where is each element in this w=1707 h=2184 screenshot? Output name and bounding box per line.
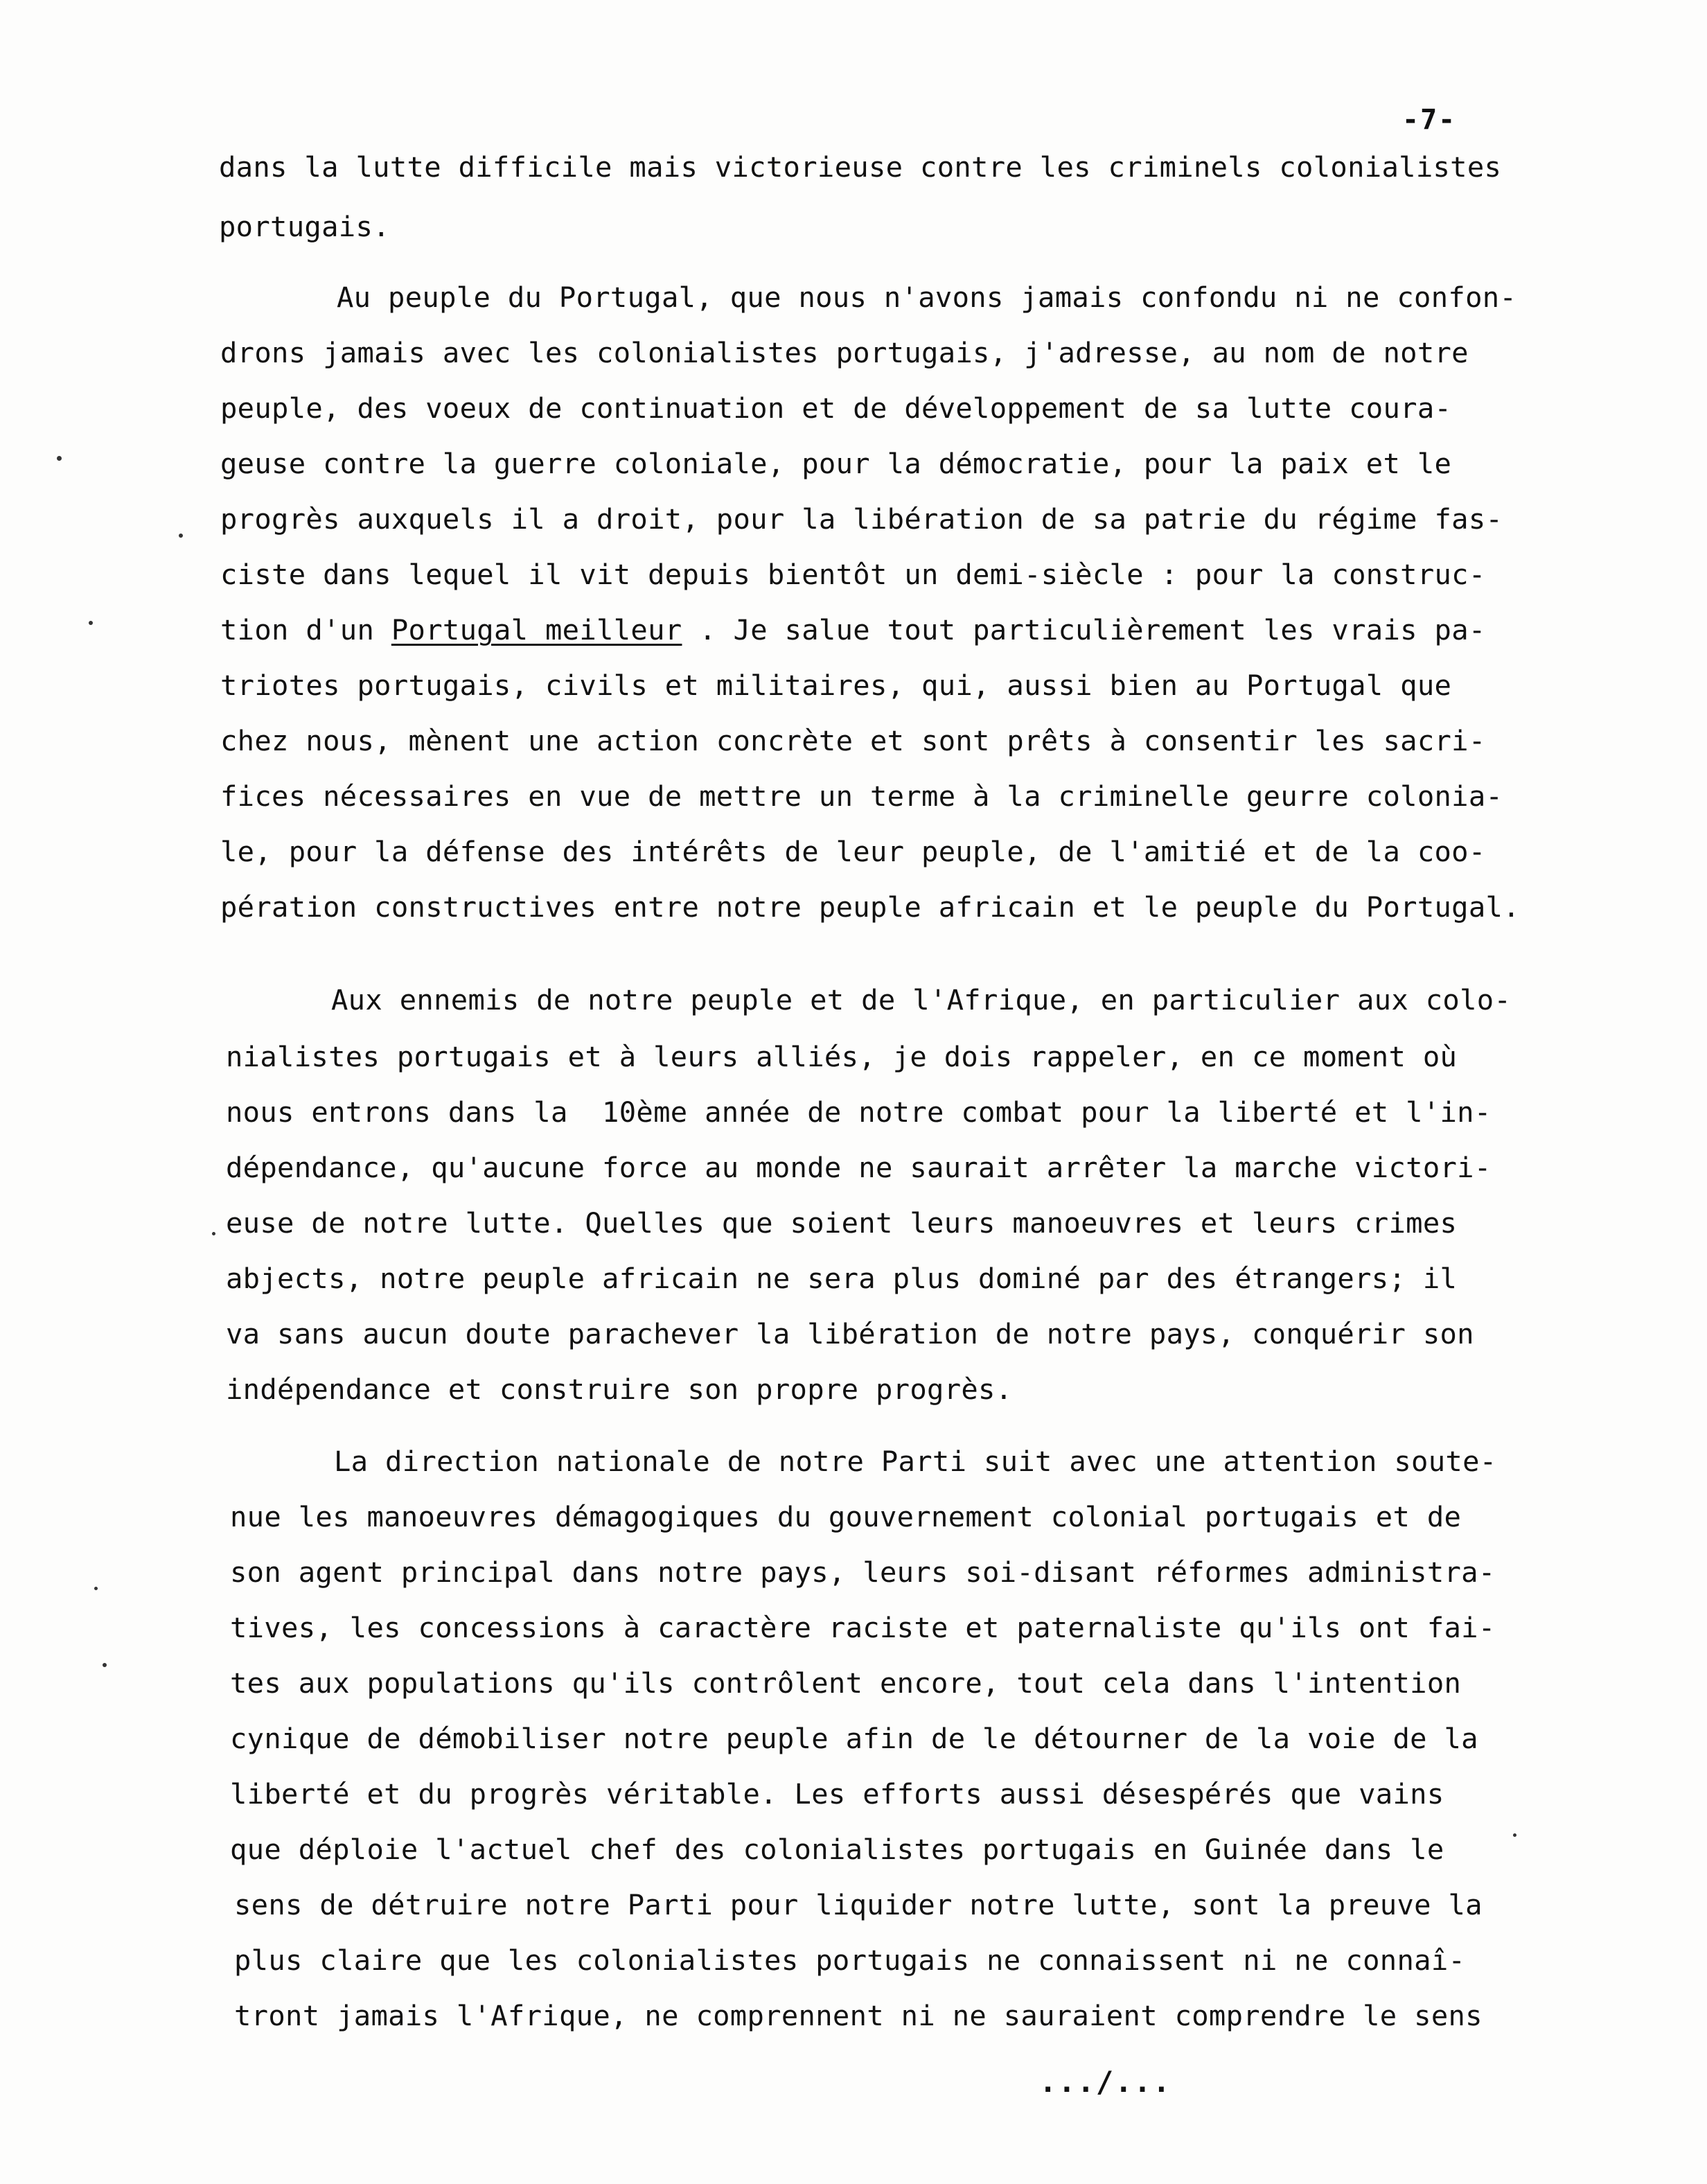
- text-line: dépendance, qu'aucune force au monde ne saurait arrêter la marche victori-: [226, 1151, 1492, 1184]
- text-line: le, pour la défense des intérêts de leur peuple, de l'amitié et de la coo-: [220, 835, 1486, 868]
- text-line: que déploie l'actuel chef des colonialistes portugais en Guinée dans le: [230, 1833, 1444, 1866]
- text-line: ciste dans lequel il vit depuis bientôt un demi-siècle : pour la construc-: [220, 558, 1486, 591]
- text-line: euse de notre lutte. Quelles que soient leurs manoeuvres et leurs crimes: [226, 1206, 1458, 1240]
- scan-speck: [179, 534, 183, 538]
- text-line: Aux ennemis de notre peuple et de l'Afrique, en particulier aux colo-: [331, 983, 1512, 1016]
- text-line: La direction nationale de notre Parti suit avec une attention soute-: [334, 1445, 1497, 1478]
- text-line: va sans aucun doute parachever la libération de notre pays, conquérir son: [226, 1317, 1474, 1350]
- scan-speck: [89, 621, 93, 625]
- text-line: dans la lutte difficile mais victorieuse contre les criminels colonialistes: [219, 150, 1502, 184]
- text-segment: tion d'un: [220, 613, 391, 646]
- scan-speck: [94, 1587, 98, 1590]
- text-line: portugais.: [219, 210, 390, 243]
- text-line: drons jamais avec les colonialistes portugais, j'adresse, au nom de notre: [220, 336, 1469, 369]
- text-line: sens de détruire notre Parti pour liquider notre lutte, sont la preuve la: [234, 1888, 1483, 1921]
- text-line: pération constructives entre notre peuple africain et le peuple du Portugal.: [220, 890, 1520, 924]
- text-line: plus claire que les colonialistes portugais ne connaissent ni ne connaî-: [234, 1944, 1466, 1977]
- underlined-phrase: Portugal meilleur: [391, 613, 682, 646]
- text-line: tives, les concessions à caractère raciste et paternaliste qu'ils ont fai-: [230, 1611, 1496, 1644]
- scan-speck: [212, 1232, 215, 1235]
- text-line: liberté et du progrès véritable. Les efforts aussi désespérés que vains: [230, 1777, 1444, 1811]
- text-line: chez nous, mènent une action concrète et sont prêts à consentir les sacri-: [220, 724, 1486, 757]
- text-line: [220, 613, 1486, 647]
- text-line: geuse contre la guerre coloniale, pour la démocratie, pour la paix et le: [220, 447, 1452, 480]
- scan-speck: [57, 456, 62, 461]
- text-line: abjects, notre peuple africain ne sera plus dominé par des étrangers; il: [226, 1262, 1458, 1295]
- text-line: fices nécessaires en vue de mettre un terme à la criminelle geurre colonia-: [220, 780, 1503, 813]
- scan-speck: [1513, 1833, 1516, 1837]
- page-number: -7-: [1402, 104, 1457, 136]
- text-line: triotes portugais, civils et militaires, qui, aussi bien au Portugal que: [220, 669, 1452, 702]
- text-line: progrès auxquels il a droit, pour la libération de sa patrie du régime fas-: [220, 502, 1503, 536]
- scan-speck: [103, 1663, 107, 1667]
- text-line: nialistes portugais et à leurs alliés, je dois rappeler, en ce moment où: [226, 1040, 1458, 1073]
- text-line: cynique de démobiliser notre peuple afin de le détourner de la voie de la: [230, 1722, 1478, 1755]
- text-line: tes aux populations qu'ils contrôlent encore, tout cela dans l'intention: [230, 1666, 1462, 1700]
- text-line: indépendance et construire son propre progrès.: [226, 1373, 1013, 1406]
- text-line: Au peuple du Portugal, que nous n'avons jamais confondu ni ne confon-: [337, 281, 1517, 314]
- text-line: nous entrons dans la 10ème année de notre combat pour la liberté et l'in-: [226, 1095, 1492, 1129]
- text-line: tront jamais l'Afrique, ne comprennent ni ne sauraient comprendre le sens: [234, 1999, 1483, 2032]
- text-line: peuple, des voeux de continuation et de développement de sa lutte coura-: [220, 391, 1452, 425]
- text-segment: . Je salue tout particulièrement les vrais pa-: [682, 613, 1486, 646]
- text-line: son agent principal dans notre pays, leurs soi-disant réformes administra-: [230, 1556, 1496, 1589]
- text-line: nue les manoeuvres démagogiques du gouvernement colonial portugais et de: [230, 1500, 1462, 1533]
- continuation-mark: .../...: [1039, 2065, 1172, 2099]
